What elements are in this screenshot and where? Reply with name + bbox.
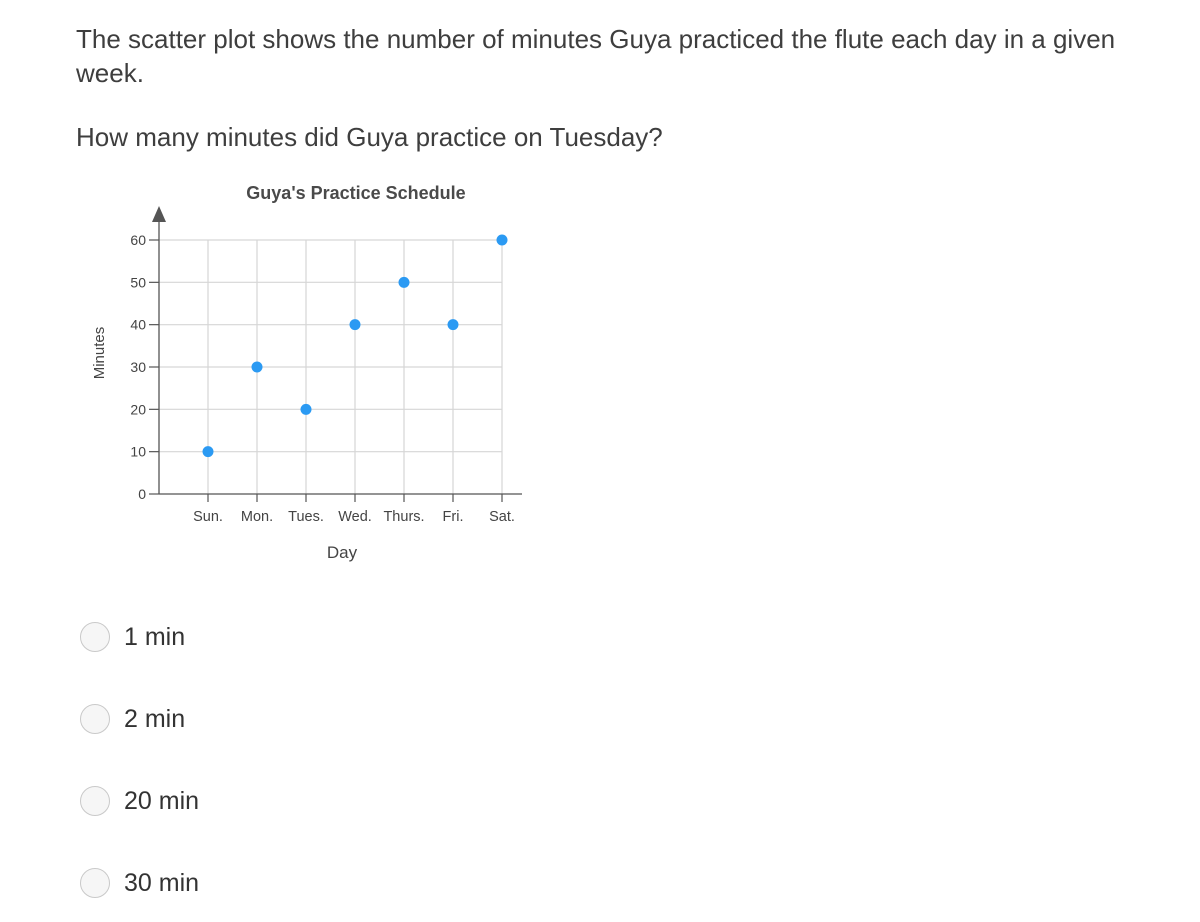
data-point <box>203 446 214 457</box>
data-point <box>399 277 410 288</box>
x-tick-label: Wed. <box>338 509 372 525</box>
radio-button[interactable] <box>80 622 110 652</box>
y-tick-label: 0 <box>138 486 146 502</box>
y-axis-label: Minutes <box>91 326 108 380</box>
scatter-chart <box>0 170 560 580</box>
y-axis-arrow <box>152 206 166 222</box>
x-tick-label: Sat. <box>489 509 515 525</box>
answer-option-3[interactable] <box>80 781 380 821</box>
data-point <box>448 319 459 330</box>
data-point <box>350 319 361 330</box>
answer-option-4[interactable] <box>80 863 380 903</box>
chart-title: Guya's Practice Schedule <box>246 183 466 203</box>
radio-button[interactable] <box>80 786 110 816</box>
x-tick-label: Mon. <box>240 509 274 525</box>
y-tick-label: 20 <box>130 401 146 418</box>
x-tick-label: Sun. <box>193 509 223 525</box>
answer-option-1[interactable] <box>80 617 380 657</box>
x-tick-label: Tues. <box>288 509 324 525</box>
y-tick-label: 30 <box>130 359 146 375</box>
radio-button[interactable] <box>80 868 110 898</box>
y-tick-label: 60 <box>130 232 146 248</box>
y-tick-label: 50 <box>130 274 146 291</box>
option-label: 30 min <box>124 868 200 897</box>
question-statement: The scatter plot shows the number of minutes Guya practiced the flute each day in a given week. <box>76 24 1116 88</box>
question-prompt: How many minutes did Guya practice on Tuesday? <box>76 122 663 152</box>
option-label: 20 min <box>124 786 200 815</box>
x-axis-label: Day <box>326 543 358 562</box>
answer-option-2[interactable] <box>80 699 380 739</box>
y-tick-label: 40 <box>130 316 146 333</box>
option-label: 2 min <box>124 704 186 733</box>
x-tick-label: Thurs. <box>383 509 425 525</box>
data-point <box>497 235 508 246</box>
option-label: 1 min <box>124 622 186 651</box>
y-tick-label: 10 <box>130 443 146 460</box>
x-tick-label: Fri. <box>442 509 464 525</box>
data-point <box>252 362 263 373</box>
data-point <box>301 404 312 415</box>
radio-button[interactable] <box>80 704 110 734</box>
